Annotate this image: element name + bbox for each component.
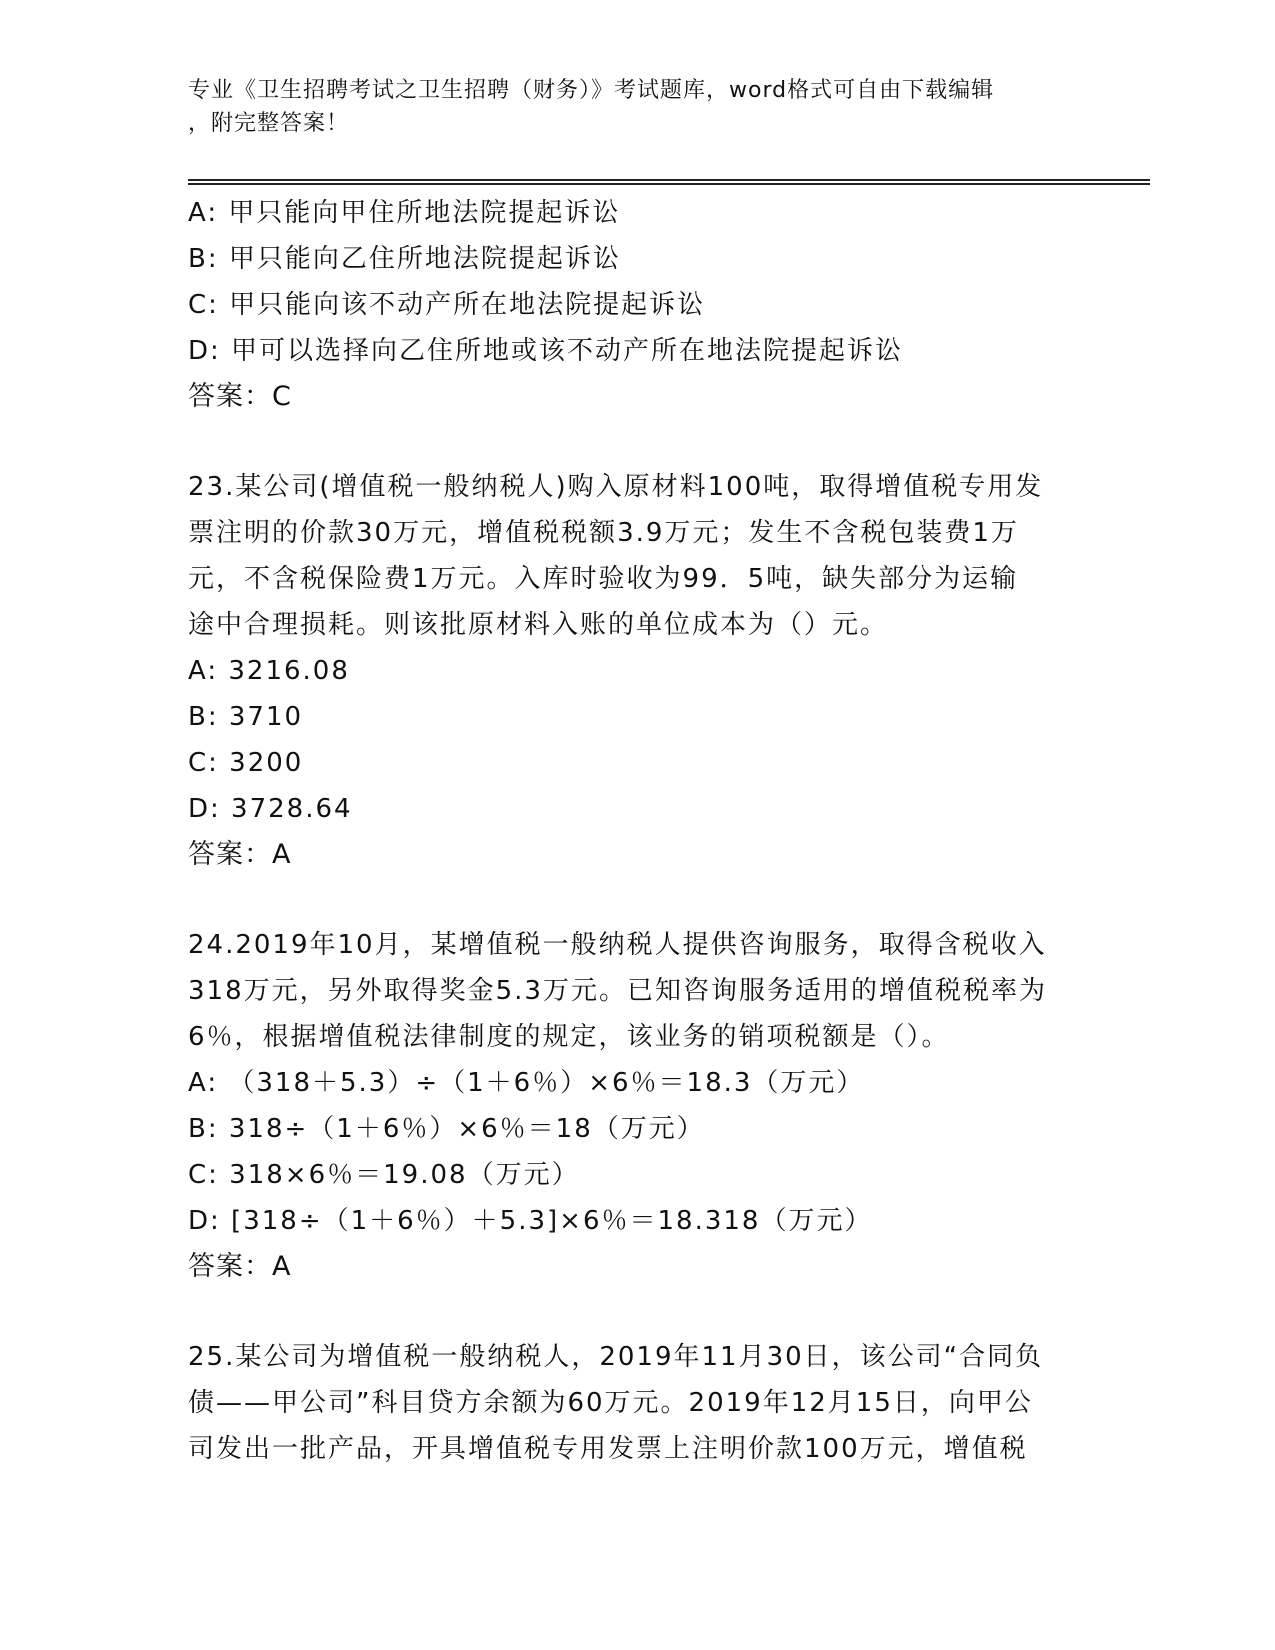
q22-option-a: A: 甲只能向甲住所地法院提起诉讼 (188, 198, 621, 228)
q25-stem-line-2: 债——甲公司”科目贷方余额为60万元。2019年12月15日，向甲公 (188, 1388, 1033, 1418)
q23-stem-line-1: 23.某公司(增值税一般纳税人)购入原材料100吨，取得增值税专用发 (188, 472, 1044, 502)
spacer (188, 420, 1088, 464)
q23-option-b: B: 3710 (188, 702, 304, 732)
spacer (188, 878, 1088, 922)
question-24 (188, 922, 1088, 1290)
q23-option-d: D: 3728.64 (188, 794, 353, 824)
q25-stem-line-3: 司发出一批产品，开具增值税专用发票上注明价款100万元，增值税 (188, 1434, 1028, 1464)
q24-option-c: C: 318×6％＝19.08（万元） (188, 1160, 580, 1190)
q24-option-a: A: （318＋5.3）÷（1＋6％）×6％＝18.3（万元） (188, 1068, 865, 1098)
header-divider-top (188, 179, 1150, 181)
q24-stem-line-1: 24.2019年10月，某增值税一般纳税人提供咨询服务，取得含税收入 (188, 930, 1047, 960)
q23-stem-line-3: 元，不含税保险费1万元。入库时验收为99．5吨，缺失部分为运输 (188, 564, 1019, 594)
q23-stem-line-4: 途中合理损耗。则该批原材料入账的单位成本为（）元。 (188, 610, 889, 640)
header-line-1: 专业《卫生招聘考试之卫生招聘（财务）》考试题库，word格式可自由下载编辑 (188, 78, 995, 103)
question-23 (188, 464, 1088, 878)
q23-stem-line-2: 票注明的价款30万元，增值税税额3.9万元；发生不含税包装费1万 (188, 518, 1019, 548)
q23-answer: 答案：A (188, 839, 292, 870)
q23-option-a: A: 3216.08 (188, 656, 350, 686)
document-header-note (188, 74, 1088, 140)
q24-answer: 答案：A (188, 1251, 292, 1282)
q22-option-b: B: 甲只能向乙住所地法院提起诉讼 (188, 244, 621, 274)
question-list (188, 190, 1088, 1472)
header-line-2: ，附完整答案！ (188, 111, 350, 136)
q22-option-d: D: 甲可以选择向乙住所地或该不动产所在地法院提起诉讼 (188, 336, 904, 366)
q25-stem-line-1: 25.某公司为增值税一般纳税人，2019年11月30日，该公司“合同负 (188, 1342, 1044, 1372)
question-25 (188, 1334, 1088, 1472)
header-divider-bottom (188, 183, 1150, 185)
q22-answer: 答案：C (188, 381, 292, 412)
q23-option-c: C: 3200 (188, 748, 304, 778)
q24-stem-line-3: 6％，根据增值税法律制度的规定，该业务的销项税额是（）。 (188, 1022, 950, 1052)
q22-option-c: C: 甲只能向该不动产所在地法院提起诉讼 (188, 290, 706, 320)
q24-option-b: B: 318÷（1＋6％）×6％＝18（万元） (188, 1114, 705, 1144)
spacer (188, 1290, 1088, 1334)
question-22 (188, 190, 1088, 420)
q24-stem-line-2: 318万元，另外取得奖金5.3万元。已知咨询服务适用的增值税税率为 (188, 976, 1047, 1006)
q24-option-d: D: [318÷（1＋6％）＋5.3]×6％＝18.318（万元） (188, 1206, 873, 1236)
